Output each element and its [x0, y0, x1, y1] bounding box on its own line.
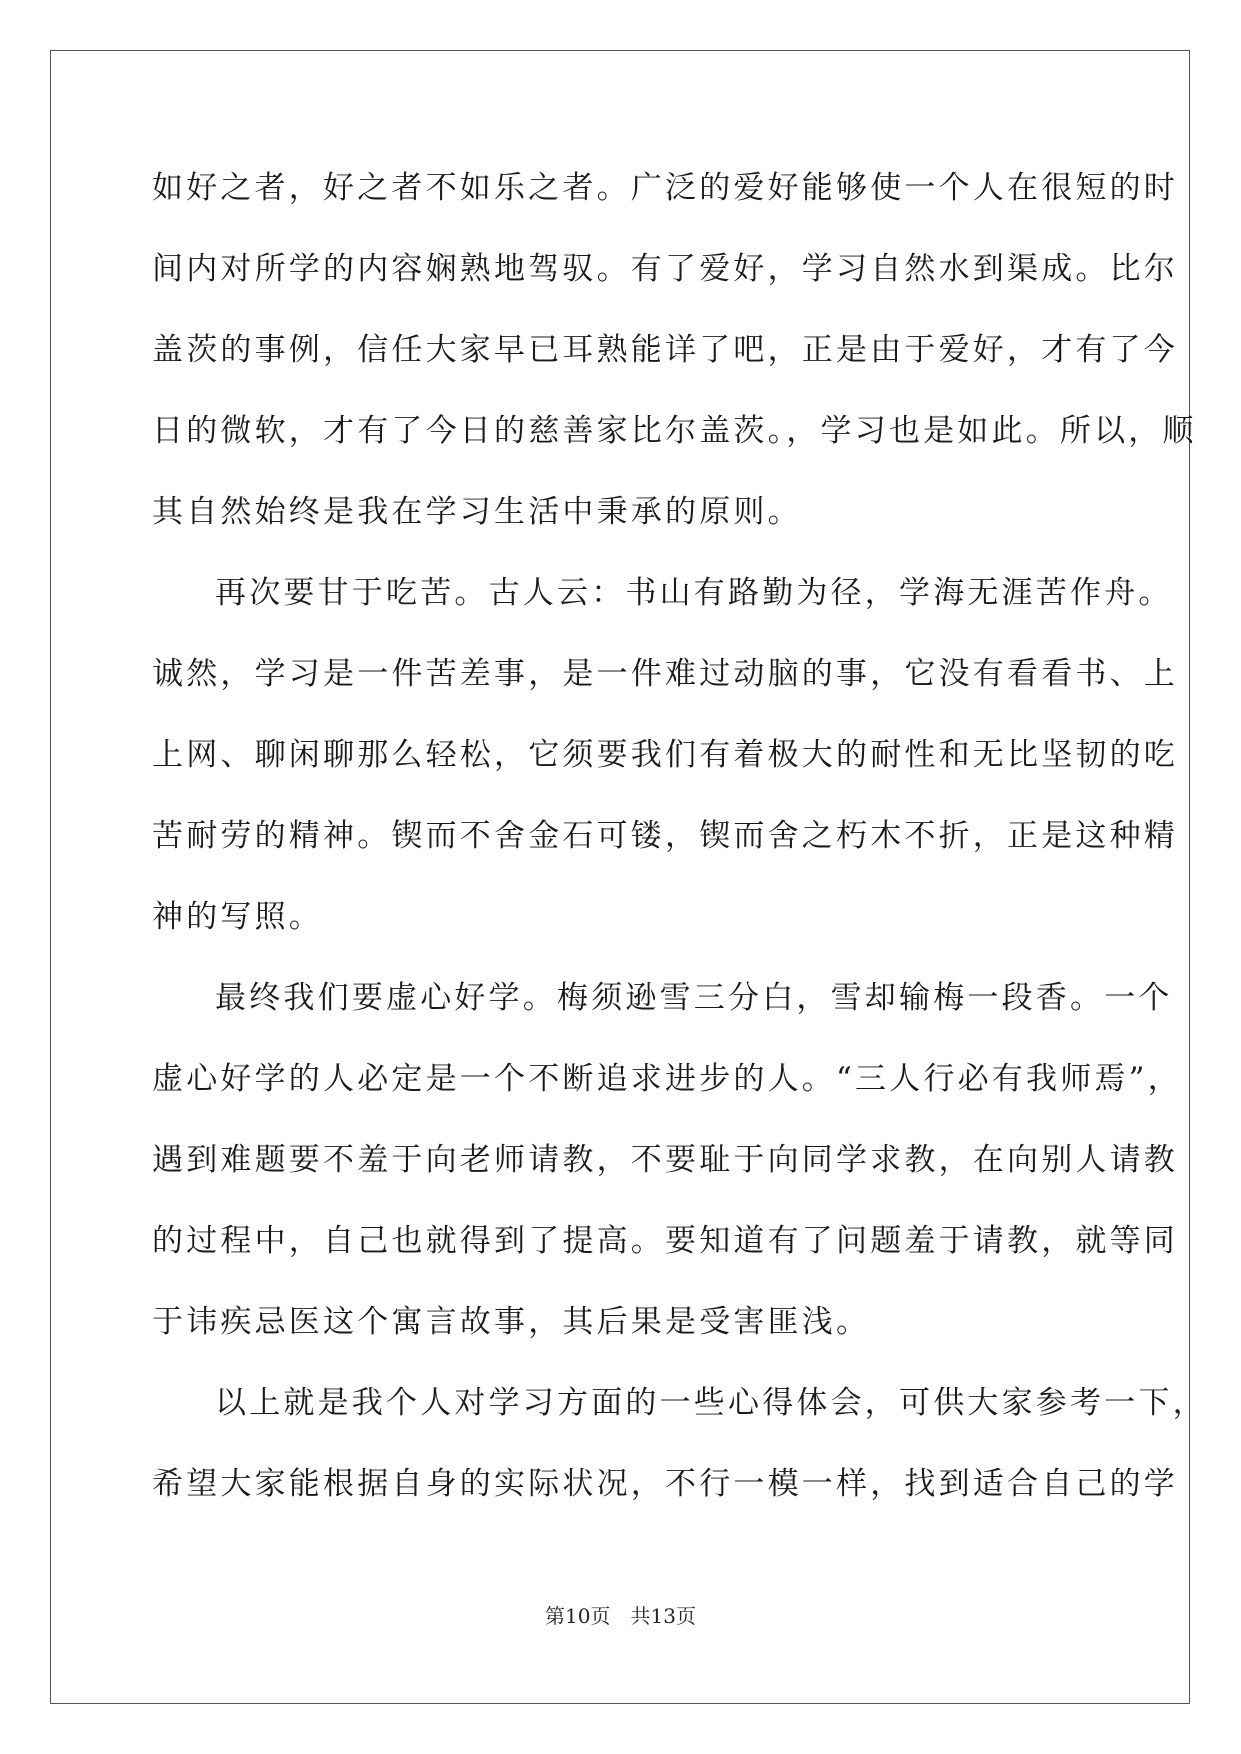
- text-line: 盖茨的事例，信任大家早已耳熟能详了吧，正是由于爱好，才有了今: [152, 332, 1178, 368]
- text-line: 如好之者，好之者不如乐之者。广泛的爱好能够使一个人在很短的时: [152, 170, 1178, 206]
- text-line: 神的写照。: [152, 899, 323, 935]
- text-line: 苦耐劳的精神。锲而不舍金石可镂，锲而舍之朽木不折，正是这种精: [152, 818, 1178, 854]
- text-line: 的过程中，自己也就得到了提高。要知道有了问题羞于请教，就等同: [152, 1223, 1178, 1259]
- text-line: 上网、聊闲聊那么轻松，它须要我们有着极大的耐性和无比坚韧的吃: [152, 737, 1178, 773]
- text-line: 遇到难题要不羞于向老师请教，不要耻于向同学求教，在向别人请教: [152, 1142, 1178, 1178]
- paragraph-start-line: 再次要甘于吃苦。古人云：书山有路勤为径，学海无涯苦作舟。: [215, 575, 1173, 611]
- text-line: 日的微软，才有了今日的慈善家比尔盖茨。，学习也是如此。所以，顺: [152, 413, 1197, 449]
- document-body: [152, 160, 1207, 1537]
- text-line: 虚心好学的人必定是一个不断追求进步的人。“三人行必有我师焉”，: [152, 1061, 1182, 1097]
- text-line: 希望大家能根据自身的实际状况，不行一模一样，找到适合自己的学: [152, 1466, 1178, 1502]
- text-line: 间内对所学的内容娴熟地驾驭。有了爱好，学习自然水到渠成。比尔: [152, 251, 1178, 287]
- text-line: 其自然始终是我在学习生活中秉承的原则。: [152, 494, 802, 530]
- text-line: 于讳疾忌医这个寓言故事，其后果是受害匪浅。: [152, 1304, 871, 1340]
- paragraph-start-line: 最终我们要虚心好学。梅须逊雪三分白，雪却输梅一段香。一个: [215, 980, 1173, 1016]
- text-line: 诚然，学习是一件苦差事，是一件难过动脑的事，它没有看看书、上: [152, 656, 1178, 692]
- paragraph-start-line: 以上就是我个人对学习方面的一些心得体会，可供大家参考一下，: [215, 1385, 1207, 1421]
- page-number-footer: 第10页 共13页: [545, 1604, 696, 1628]
